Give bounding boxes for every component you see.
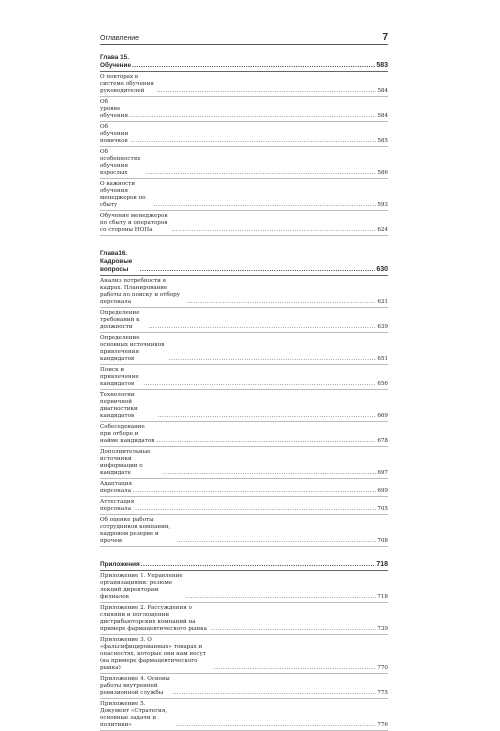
toc-entry-page: 624 <box>377 227 388 233</box>
toc-entry-page: 770 <box>377 665 388 671</box>
toc-entry-page: 699 <box>377 488 388 494</box>
toc-entry[interactable] <box>100 97 388 122</box>
toc-entry[interactable] <box>100 122 388 147</box>
toc-entry-text: Поиск и привлечение кандидатов <box>100 367 139 387</box>
toc-entry[interactable] <box>100 147 388 179</box>
toc-chapter-page: 630 <box>376 266 388 273</box>
toc-entry-text: Приложение 2. Рассуждения о слиянии и поглощении дистрибьюторских компаний на примере фармацевтического рынка <box>100 605 207 632</box>
toc-entry-text: Об обучении новичков <box>100 124 129 144</box>
toc-entry-page: 705 <box>377 506 388 512</box>
toc-entry-text: Технологии первичной диагностики кандидатов <box>100 392 138 419</box>
toc-entry[interactable] <box>100 72 388 97</box>
toc-entry-text: О важности обучения менеджеров по сбыту <box>100 181 146 208</box>
toc-entry-page: 586 <box>377 170 388 176</box>
toc-entry-text: Обучение менеджеров по сбыту и операторов со стороны НОПа <box>100 213 168 233</box>
toc-entry[interactable] <box>100 571 388 603</box>
toc-section-appendices <box>100 559 388 731</box>
toc-entry[interactable] <box>100 211 388 236</box>
toc-entry-text: Об уровне обучения <box>100 99 129 119</box>
toc-section-chapter-16 <box>100 248 388 547</box>
toc-entry-page: 584 <box>377 113 388 119</box>
toc-entry-text: Приложение 3. О «фальсифицированных» товарах и опасностях, которые они нам несут (на примере фармацевтического рынка) <box>100 637 206 671</box>
toc-entry-text: Приложение 1. Управление организациями: резюме лекций директорам филиалов <box>100 573 183 600</box>
page-number: 7 <box>382 32 388 43</box>
toc-entry-text: Анализ потребности в кадрах. Планирование работы по поиску и отбору персонала <box>100 278 180 305</box>
toc-entry[interactable] <box>100 515 388 547</box>
toc-entry-page: 697 <box>377 470 388 476</box>
toc-entry-text: Определение требований к должности <box>100 310 140 330</box>
toc-entry-page: 776 <box>377 722 388 728</box>
running-header-title: Оглавление <box>100 35 140 42</box>
toc-entry-text: О повторах в системе обучения руководителей <box>100 74 154 94</box>
toc-entry-text: Приложение 5. Документ «Стратегия, основные задачи и политики» <box>100 701 168 728</box>
toc-entry[interactable] <box>100 308 388 333</box>
toc-chapter-title: Глава16. Кадровые вопросы <box>100 250 133 273</box>
toc-entry[interactable] <box>100 422 388 447</box>
toc-entry-page: 708 <box>377 538 388 544</box>
toc-chapter-page: 718 <box>376 561 388 568</box>
toc-chapter-heading[interactable] <box>100 248 388 276</box>
toc-entry[interactable] <box>100 635 388 674</box>
toc-entry-page: 656 <box>377 381 388 387</box>
toc-entry-text: Дополнительные источники информации о кандидате <box>100 449 151 476</box>
toc-entry-text: Аттестация персонала <box>100 499 135 512</box>
toc-entry-page: 678 <box>377 438 388 444</box>
toc-entry-page: 584 <box>377 88 388 94</box>
toc-entry-text: Адаптация персонала <box>100 481 133 494</box>
toc-entry[interactable] <box>100 699 388 731</box>
toc-entry[interactable] <box>100 603 388 635</box>
toc-chapter-title: Приложения <box>100 561 140 568</box>
toc-chapter-heading[interactable] <box>100 559 388 571</box>
toc-entry[interactable] <box>100 365 388 390</box>
toc-chapter-page: 583 <box>376 62 388 69</box>
toc-entry-text: Об оценке работы сотрудников компании, кадровом резерве и прочем <box>100 517 171 544</box>
toc-entry[interactable] <box>100 333 388 365</box>
toc-entry-page: 775 <box>377 690 388 696</box>
toc-entry-page: 651 <box>377 356 388 362</box>
running-header <box>100 28 388 45</box>
toc-entry-text: Собеседование при отборе и найме кандидатов <box>100 424 155 444</box>
toc-entry[interactable] <box>100 447 388 479</box>
toc-entry-page: 639 <box>377 324 388 330</box>
toc-entry-text: Приложение 4. Основы работы внутренней ревизионной службы <box>100 676 170 696</box>
toc-entry-page: 718 <box>377 594 388 600</box>
toc-entry-page: 739 <box>377 626 388 632</box>
toc-section-chapter-15 <box>100 52 388 236</box>
toc-chapter-heading[interactable] <box>100 52 388 72</box>
toc-entry[interactable] <box>100 674 388 699</box>
toc-entry[interactable] <box>100 479 388 497</box>
toc-entry[interactable] <box>100 390 388 422</box>
toc-entry[interactable] <box>100 179 388 211</box>
toc-chapter-title: Глава 15. Обучение <box>100 54 131 69</box>
toc-entry-page: 593 <box>377 202 388 208</box>
toc-entry-text: Определение основных источников привлечения кандидатов <box>100 335 165 362</box>
toc-page <box>100 28 388 731</box>
toc-entry-page: 669 <box>377 413 388 419</box>
toc-entry-text: Об особенностях обучения взрослых <box>100 149 141 176</box>
toc-entry[interactable] <box>100 276 388 308</box>
toc-entry-page: 585 <box>377 138 388 144</box>
toc-entry-page: 631 <box>377 299 388 305</box>
